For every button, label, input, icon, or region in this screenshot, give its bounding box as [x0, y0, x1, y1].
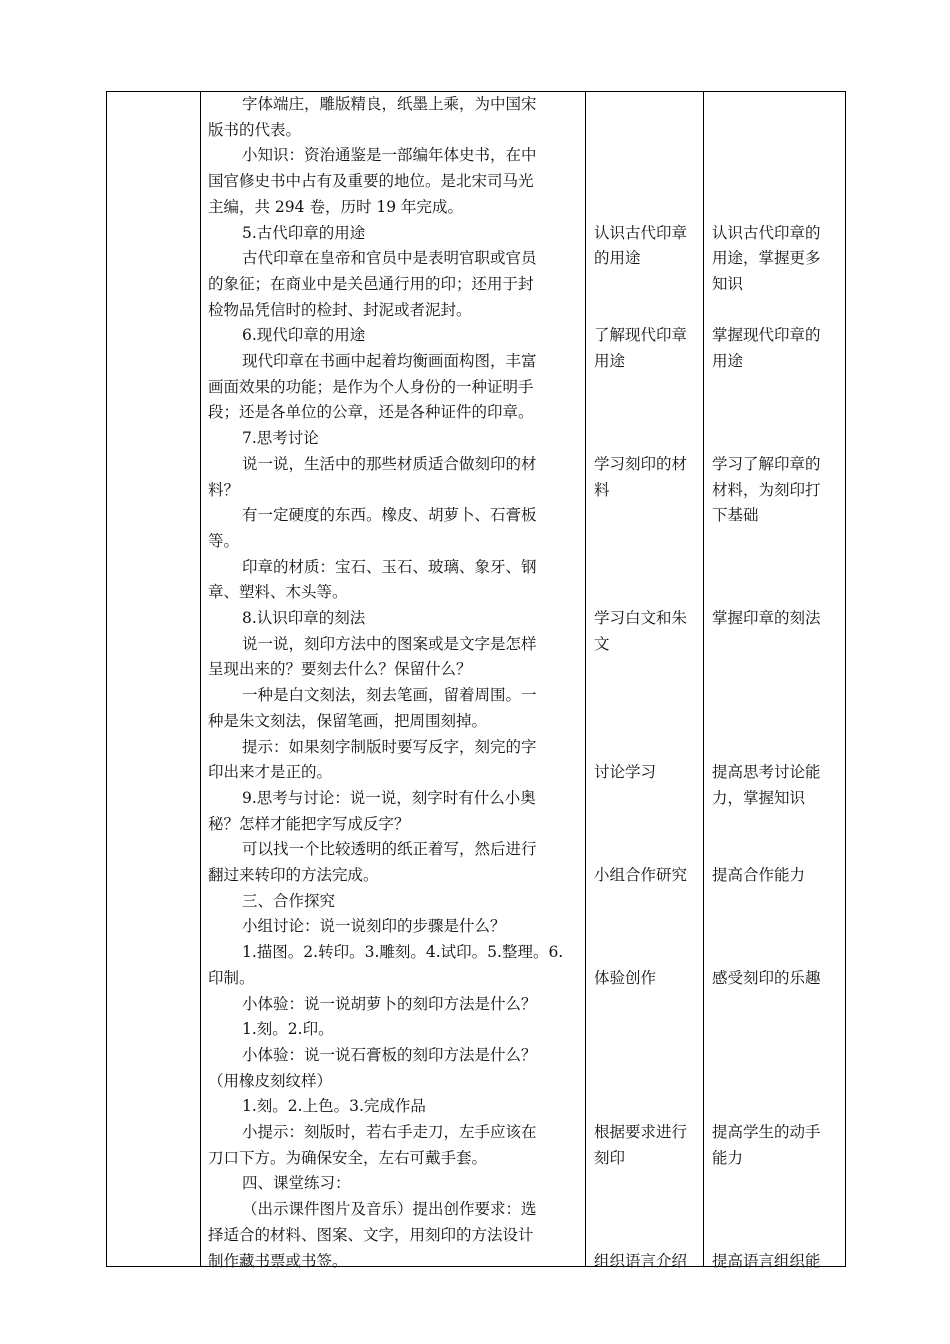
content-line: 古代印章在皇帝和官员中是表明官职或官员 [242, 249, 537, 268]
content-line: 1.描图。2.转印。3.雕刻。4.试印。5.整理。6. [242, 943, 564, 962]
design-intent-line: 学习了解印章的 [712, 454, 821, 473]
content-line: 有一定硬度的东西。橡皮、胡萝卜、石膏板 [242, 506, 537, 525]
student-activity-line: 用途 [594, 352, 626, 370]
content-line: 字体端庄，雕版精良，纸墨上乘，为中国宋 [242, 95, 537, 113]
content-line: 7.思考讨论 [242, 429, 319, 448]
content-line: 印制。 [208, 968, 255, 987]
column-divider [200, 92, 201, 1266]
content-line: 8.认识印章的刻法 [242, 609, 366, 627]
design-intent-line: 提高学生的动手 [712, 1123, 821, 1141]
content-line: 刀口下方。为确保安全，左右可戴手套。 [208, 1148, 488, 1167]
content-line: 现代印章在书画中起着均衡画面构图，丰富 [242, 352, 537, 370]
content-line: 小体验：说一说胡萝卜的刻印方法是什么？ [242, 994, 537, 1013]
student-activity-line: 的用途 [594, 249, 641, 268]
design-intent-line: 材料，为刻印打 [712, 480, 821, 499]
content-line: 翻过来转印的方法完成。 [208, 866, 379, 884]
content-line: 版书的代表。 [208, 120, 302, 139]
content-line: 说一说，刻印方法中的图案或是文字是怎样 [242, 634, 537, 653]
design-intent-line: 掌握现代印章的 [712, 326, 821, 345]
student-activity-line: 小组合作研究 [594, 866, 688, 884]
column-divider [703, 92, 704, 1266]
content-line: 小知识：资治通鉴是一部编年体史书，在中 [242, 146, 537, 165]
content-line: 择适合的材料、图案、文字，用刻印的方法设计 [208, 1225, 534, 1244]
content-line: 9.思考与讨论：说一说，刻字时有什么小奥 [242, 788, 536, 807]
student-activity-line: 讨论学习 [594, 763, 657, 782]
student-activity-line: 认识古代印章 [594, 223, 688, 242]
content-line: 一种是白文刻法，刻去笔画，留着周围。一 [242, 686, 537, 705]
content-line: （出示课件图片及音乐）提出创作要求：选 [242, 1200, 537, 1219]
student-activity-line: 刻印 [594, 1148, 626, 1167]
content-line: （用橡皮刻纹样） [208, 1071, 333, 1090]
content-line: 种是朱文刻法，保留笔画，把周围刻掉。 [208, 711, 488, 730]
student-activity-line: 体验创作 [594, 968, 657, 987]
design-intent-line: 提高合作能力 [712, 866, 806, 884]
content-line: 1.刻。2.印。 [242, 1020, 334, 1039]
design-intent-line: 下基础 [712, 506, 759, 525]
content-line: 国官修史书中占有及重要的地位。是北宋司马光 [208, 172, 534, 191]
content-line: 5.古代印章的用途 [242, 223, 366, 242]
design-intent-line: 能力 [712, 1148, 744, 1167]
content-line: 说一说，生活中的那些材质适合做刻印的材 [242, 454, 537, 473]
content-line: 制作藏书票或书签。 [208, 1251, 348, 1270]
content-line: 印出来才是正的。 [208, 763, 333, 782]
content-line: 四、课堂练习： [242, 1174, 351, 1193]
content-line: 1.刻。2.上色。3.完成作品 [242, 1097, 426, 1116]
student-activity-line: 学习刻印的材 [594, 454, 688, 473]
content-line: 三、合作探究 [242, 891, 336, 910]
content-line: 小体验：说一说石膏板的刻印方法是什么？ [242, 1045, 537, 1064]
design-intent-line: 用途，掌握更多 [712, 249, 821, 268]
student-activity-line: 组织语言介绍 [594, 1251, 688, 1270]
design-intent-line: 知识 [712, 274, 744, 293]
content-line: 小提示：刻版时，若右手走刀，左手应该在 [242, 1123, 537, 1141]
content-line: 提示：如果刻字制版时要写反字，刻完的字 [242, 737, 537, 756]
content-line: 印章的材质：宝石、玉石、玻璃、象牙、钢 [242, 557, 537, 576]
design-intent-line: 提高思考讨论能 [712, 763, 821, 782]
column-divider [585, 92, 586, 1266]
design-intent-line: 感受刻印的乐趣 [712, 968, 821, 987]
student-activity-line: 文 [594, 634, 610, 653]
design-intent-line: 提高语言组织能 [712, 1251, 821, 1270]
design-intent-line: 掌握印章的刻法 [712, 609, 821, 627]
content-line: 呈现出来的？要刻去什么？保留什么？ [208, 660, 472, 679]
design-intent-line: 用途 [712, 352, 744, 370]
content-line: 章、塑料、木头等。 [208, 583, 348, 602]
content-line: 可以找一个比较透明的纸正着写，然后进行 [242, 840, 537, 859]
student-activity-line: 料 [594, 480, 610, 499]
student-activity-line: 根据要求进行 [594, 1123, 688, 1141]
content-line: 等。 [208, 531, 240, 550]
content-line: 检物品凭信时的检封、封泥或者泥封。 [208, 300, 472, 319]
content-line: 6.现代印章的用途 [242, 326, 366, 345]
content-line: 秘？怎样才能把字写成反字？ [208, 814, 410, 833]
content-line: 段；还是各单位的公章，还是各种证件的印章。 [208, 403, 534, 422]
student-activity-line: 了解现代印章 [594, 326, 688, 345]
content-line: 小组讨论：说一说刻印的步骤是什么？ [242, 917, 506, 936]
content-line: 料？ [208, 480, 240, 499]
design-intent-line: 认识古代印章的 [712, 223, 821, 242]
content-line: 主编，共 294 卷，历时 19 年完成。 [208, 197, 464, 216]
student-activity-line: 学习白文和朱 [594, 609, 688, 627]
content-line: 画面效果的功能；是作为个人身份的一种证明手 [208, 377, 534, 396]
design-intent-line: 力，掌握知识 [712, 788, 806, 807]
lesson-plan-table [106, 91, 846, 1270]
content-line: 的象征；在商业中是关邑通行用的印；还用于封 [208, 274, 534, 293]
